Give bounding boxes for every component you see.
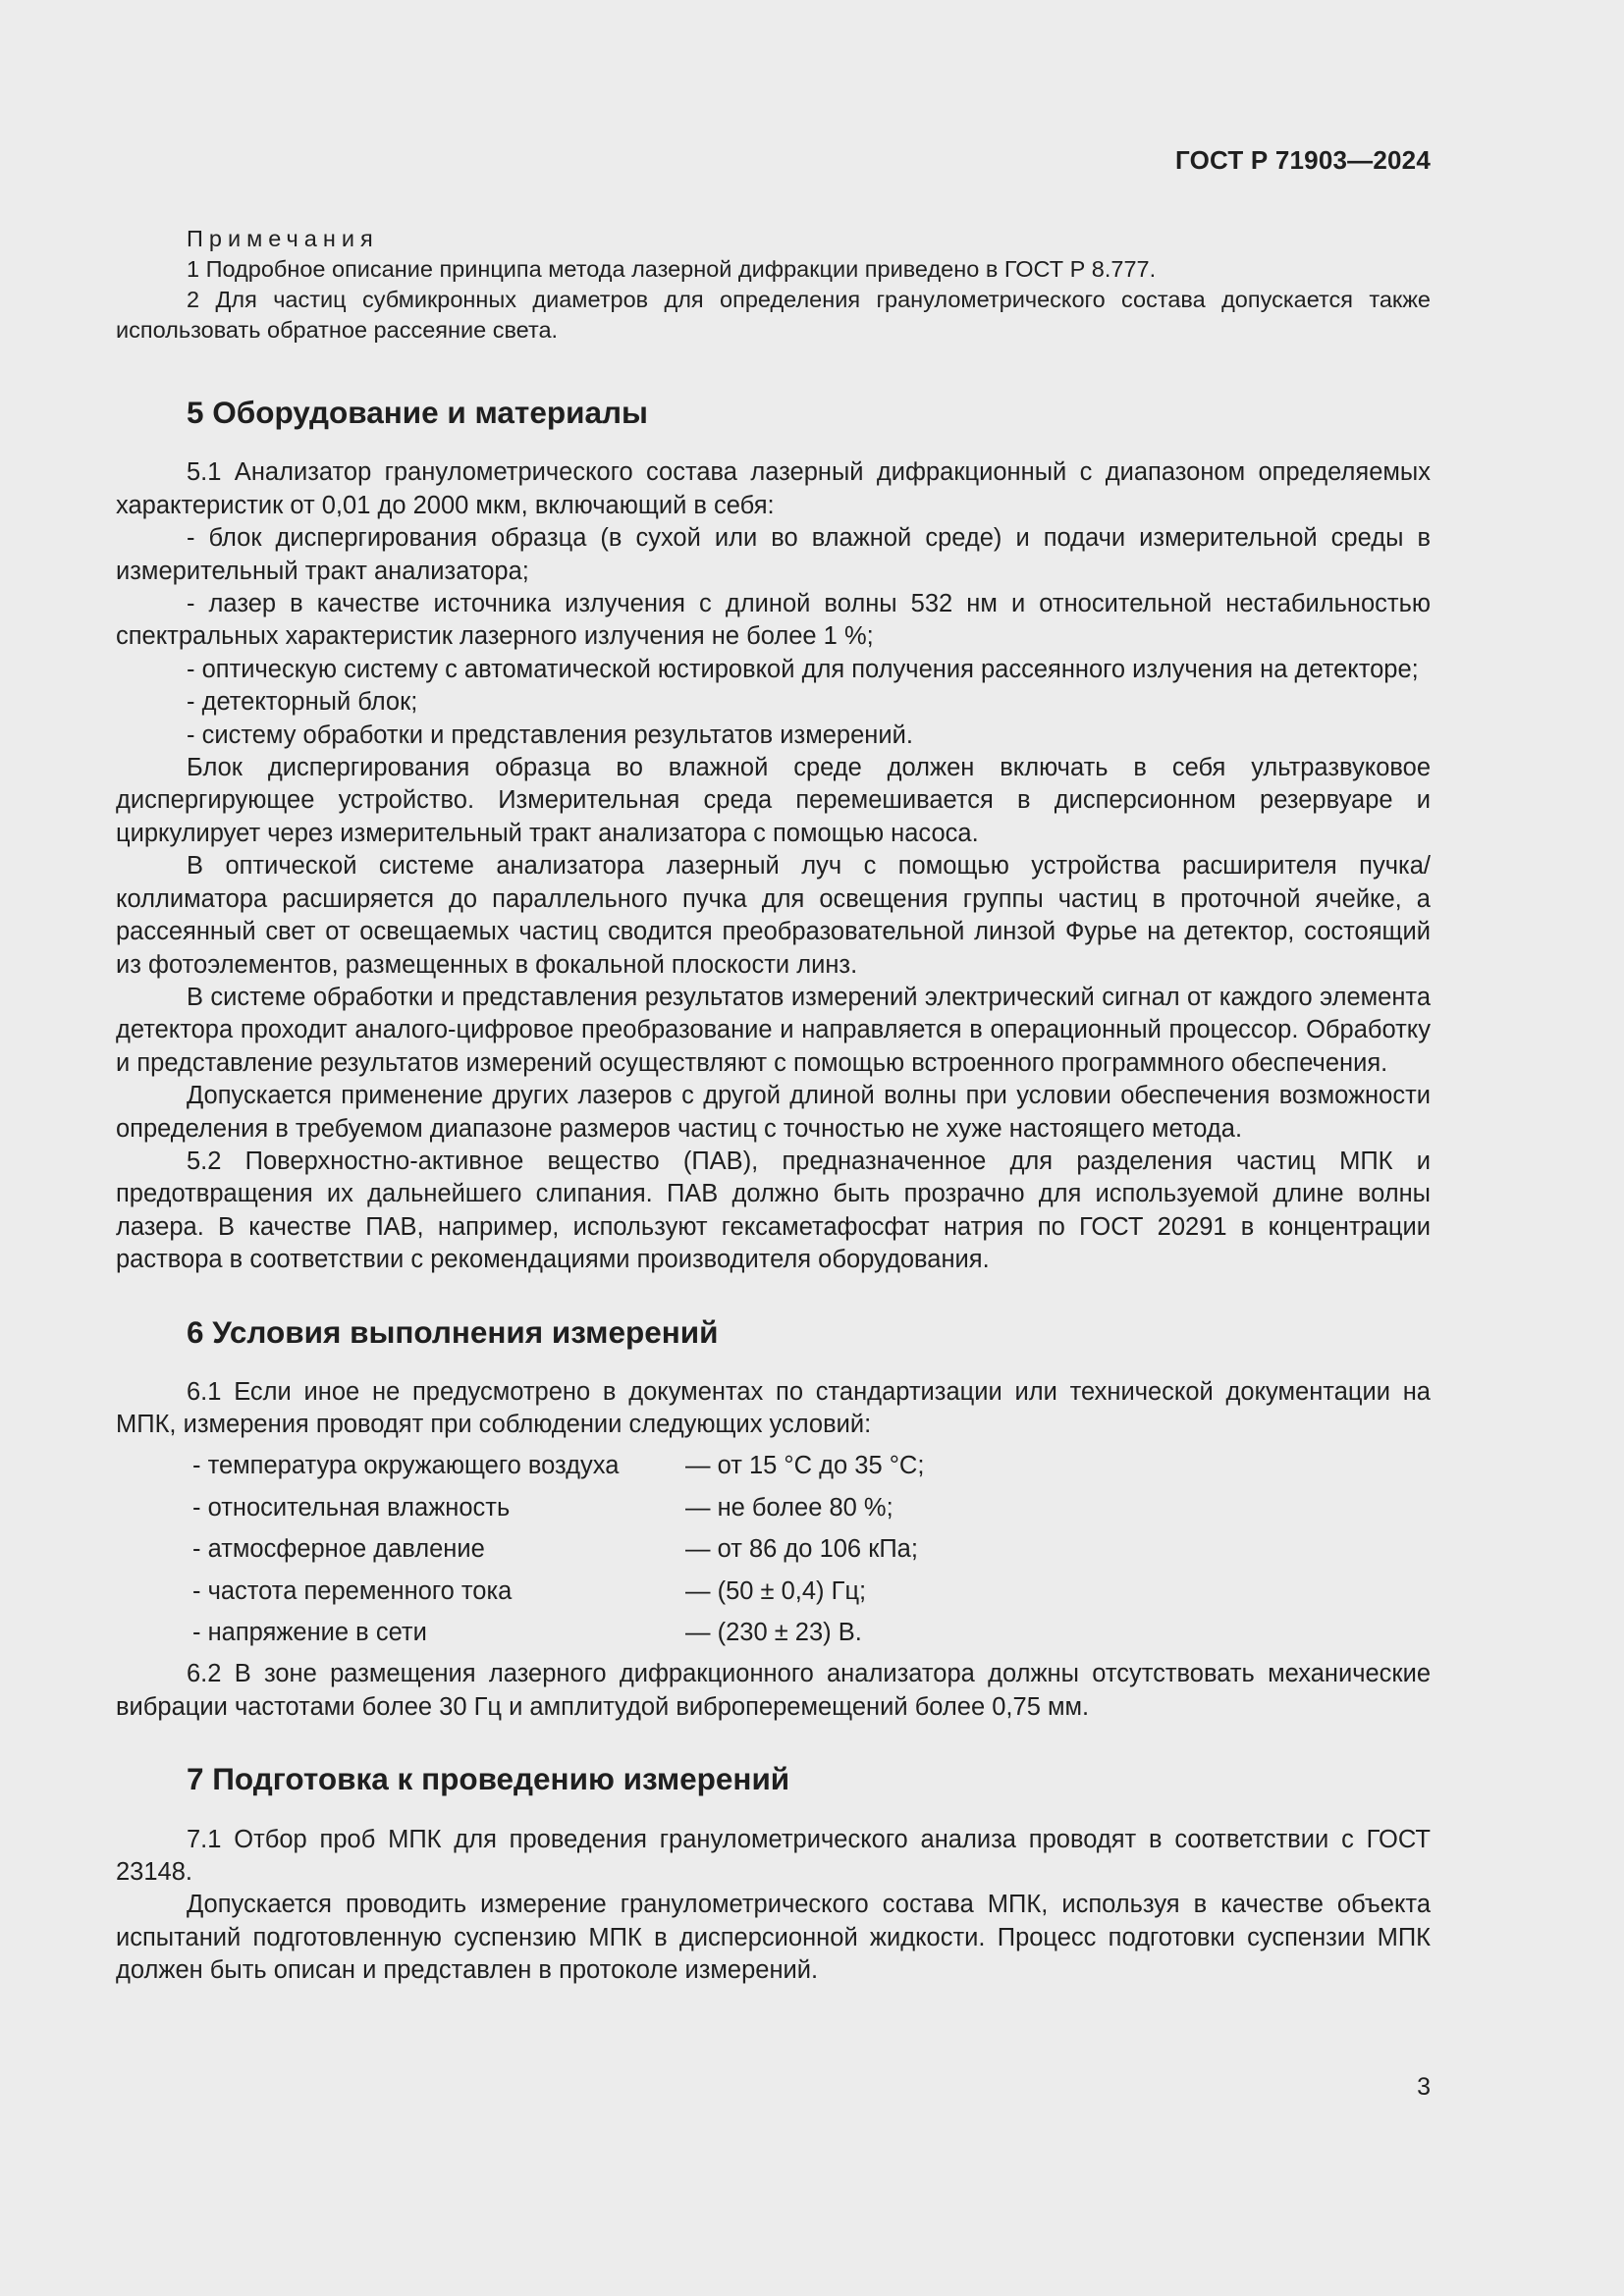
paragraph-5-2: 5.2 Поверхностно-активное вещество (ПАВ), предназначенное для разделения частиц МПК и предотвращения их дальнейшего слипания. ПАВ должно быть прозрачно для используемой длине волны лазера. В качестве ПАВ, например, используют гексаметафосфат натрия по ГОСТ 20291 в концентрации раствора в соответствии с рекомендациями производителя оборудования. xyxy=(116,1147,1431,1274)
page-number: 3 xyxy=(1417,2073,1431,2101)
condition-value: — (50 ± 0,4) Гц; xyxy=(685,1576,867,1605)
condition-row xyxy=(116,1571,1431,1613)
paragraph-7-1: 7.1 Отбор проб МПК для проведения гранулометрического анализа проводят в соответствии с ГОСТ 23148. xyxy=(116,1825,1431,1886)
condition-row xyxy=(116,1446,1431,1488)
paragraph-6-2: 6.2 В зоне размещения лазерного дифракционного анализатора должны отсутствовать механические вибрации частотами более 30 Гц и амплитудой виброперемещений более 0,75 мм. xyxy=(116,1660,1431,1721)
conditions-table xyxy=(116,1446,1431,1655)
list-item: - оптическую систему с автоматической юстировкой для получения рассеянного излучения на детекторе; xyxy=(187,655,1419,683)
condition-value: — от 15 °С до 35 °С; xyxy=(685,1452,925,1480)
list-item: - систему обработки и представления результатов измерений. xyxy=(187,721,913,749)
condition-row xyxy=(116,1529,1431,1572)
condition-param: - напряжение в сети xyxy=(192,1619,427,1647)
paragraph: В системе обработки и представления результатов измерений электрический сигнал от каждого элемента детектора проходит аналого-цифровое преобразование и направляется в операционный процессор. Обработку и представление результатов измерений осуществляют с помощью встроенного программного обеспечения. xyxy=(116,983,1431,1077)
note-item: 2 Для частиц субмикронных диаметров для определения гранулометрического состава допускается также использовать обратное рассеяние света. xyxy=(116,287,1431,343)
notes-block xyxy=(116,224,1431,346)
condition-value: — от 86 до 106 кПа; xyxy=(685,1535,918,1564)
document-code: ГОСТ Р 71903—2024 xyxy=(1175,145,1431,175)
condition-value: — не более 80 %; xyxy=(685,1493,893,1522)
condition-row xyxy=(116,1613,1431,1655)
condition-value: — (230 ± 23) В. xyxy=(685,1619,862,1647)
list-item: - детекторный блок; xyxy=(187,688,418,717)
paragraph-5-1: 5.1 Анализатор гранулометрического состава лазерный дифракционный с диапазоном определяемых характеристик от 0,01 до 2000 мкм, включающий в себя: xyxy=(116,458,1431,519)
condition-param: - частота переменного тока xyxy=(192,1576,513,1605)
note-item: 1 Подробное описание принципа метода лазерной дифракции приведено в ГОСТ Р 8.777. xyxy=(187,256,1157,282)
section-heading-6: 6 Условия выполнения измерений xyxy=(187,1313,719,1350)
condition-row xyxy=(116,1487,1431,1529)
section-heading-7: 7 Подготовка к проведению измерений xyxy=(187,1761,790,1797)
list-item: - блок диспергирования образца (в сухой или во влажной среде) и подачи измерительной среды в измерительный тракт анализатора; xyxy=(116,524,1431,585)
paragraph: Допускается применение других лазеров с другой длиной волны при условии обеспечения возможности определения в требуемом диапазоне размеров частиц с точностью не хуже настоящего метода. xyxy=(116,1082,1431,1143)
section-heading-5: 5 Оборудование и материалы xyxy=(187,395,648,430)
page-content xyxy=(116,224,1431,1988)
list-item: - лазер в качестве источника излучения с длиной волны 532 нм и относительной нестабильностью спектральных характеристик лазерного излучения не более 1 %; xyxy=(116,590,1431,651)
paragraph-6-1: 6.1 Если иное не предусмотрено в документах по стандартизации или технической документации на МПК, измерения проводят при соблюдении следующих условий: xyxy=(116,1377,1431,1439)
notes-title: Примечания xyxy=(187,226,379,251)
paragraph: Допускается проводить измерение гранулометрического состава МПК, используя в качестве объекта испытаний подготовленную суспензию МПК в дисперсионной жидкости. Процесс подготовки суспензии МПК должен быть описан и представлен в протоколе измерений. xyxy=(116,1891,1431,1985)
condition-param: - относительная влажность xyxy=(192,1493,511,1522)
paragraph: В оптической системе анализатора лазерный луч с помощью устройства расширителя пучка/коллиматора расширяется до параллельного пучка для освещения группы частиц в проточной ячейке, а рассеянный свет от освещаемых частиц сводится преобразовательной линзой Фурье на детектор, состоящий из фотоэлементов, размещенных в фокальной плоскости линз. xyxy=(116,852,1431,979)
paragraph: Блок диспергирования образца во влажной среде должен включать в себя ультразвуковое диспергирующее устройство. Измерительная среда перемешивается в дисперсионном резервуаре и циркулирует через измерительный тракт анализатора с помощью насоса. xyxy=(116,754,1431,847)
condition-param: - температура окружающего воздуха xyxy=(192,1452,620,1480)
condition-param: - атмосферное давление xyxy=(192,1535,485,1564)
